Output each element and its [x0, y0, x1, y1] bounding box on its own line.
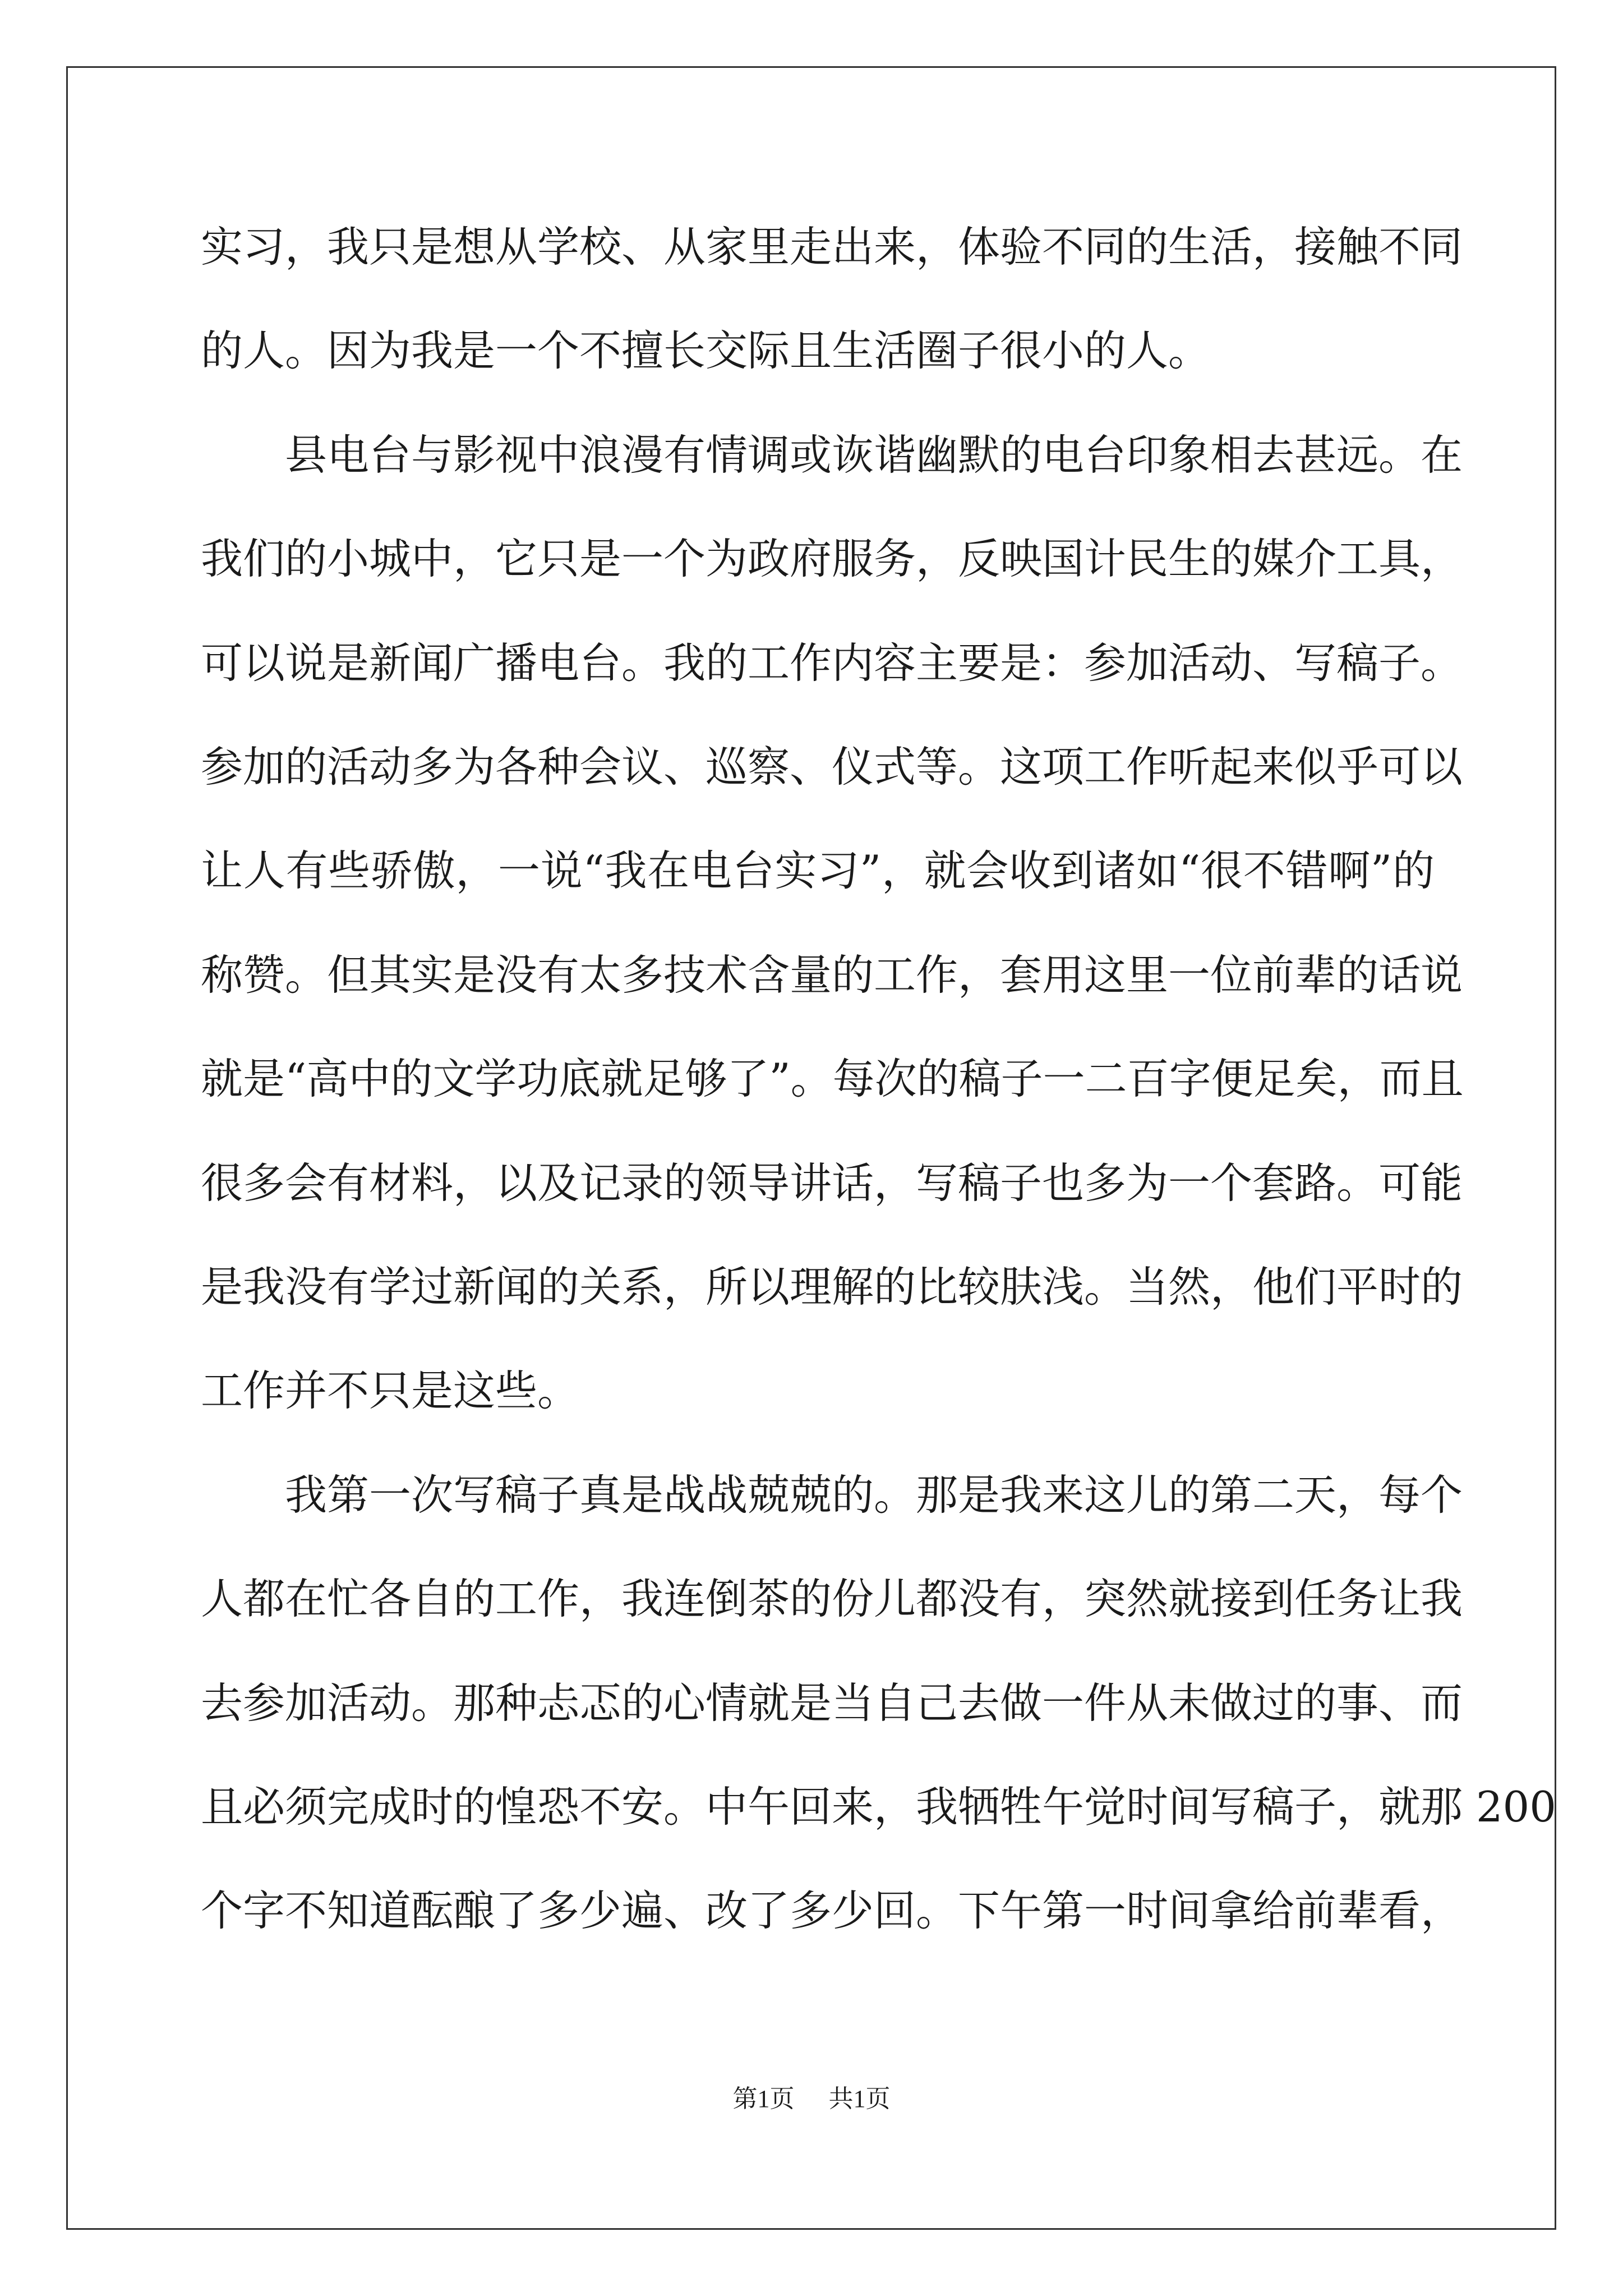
page-footer	[0, 2082, 1623, 2116]
text-line: 可以说是新闻广播电台。我的工作内容主要是：参加活动、写稿子。	[201, 638, 1463, 688]
text-line: 且必须完成时的惶恐不安。中午回来，我牺牲午觉时间写稿子，就那 200	[201, 1782, 1556, 1832]
text-line: 个字不知道酝酿了多少遍、改了多少回。下午第一时间拿给前辈看，	[201, 1886, 1463, 1935]
text-line: 很多会有材料，以及记录的领导讲话，写稿子也多为一个套路。可能	[201, 1158, 1463, 1208]
text-line: 人都在忙各自的工作，我连倒茶的份儿都没有，突然就接到任务让我	[201, 1574, 1463, 1623]
text-line: 去参加活动。那种忐忑的心情就是当自己去做一件从未做过的事、而	[201, 1678, 1463, 1728]
text-line: 我第一次写稿子真是战战兢兢的。那是我来这儿的第二天，每个	[285, 1470, 1463, 1520]
text-line: 参加的活动多为各种会议、巡察、仪式等。这项工作听起来似乎可以	[201, 742, 1463, 792]
text-line: 让人有些骄傲，一说“我在电台实习”，就会收到诸如“很不错啊”的	[201, 846, 1435, 895]
page-total: 共1页	[828, 2085, 891, 2113]
text-line: 我们的小城中，它只是一个为政府服务，反映国计民生的媒介工具，	[201, 534, 1463, 583]
text-line: 实习，我只是想从学校、从家里走出来，体验不同的生活，接触不同	[201, 222, 1463, 272]
text-line: 称赞。但其实是没有太多技术含量的工作，套用这里一位前辈的话说	[201, 950, 1463, 1000]
page-number: 第1页	[732, 2085, 795, 2113]
text-line: 县电台与影视中浪漫有情调或诙谐幽默的电台印象相去甚远。在	[285, 430, 1463, 480]
text-line: 的人。因为我是一个不擅长交际且生活圈子很小的人。	[201, 326, 1211, 375]
text-line: 是我没有学过新闻的关系，所以理解的比较肤浅。当然，他们平时的	[201, 1262, 1463, 1312]
text-line: 工作并不只是这些。	[201, 1366, 580, 1415]
text-line: 就是“高中的文学功底就足够了”。每次的稿子一二百字便足矣，而且	[201, 1054, 1464, 1103]
